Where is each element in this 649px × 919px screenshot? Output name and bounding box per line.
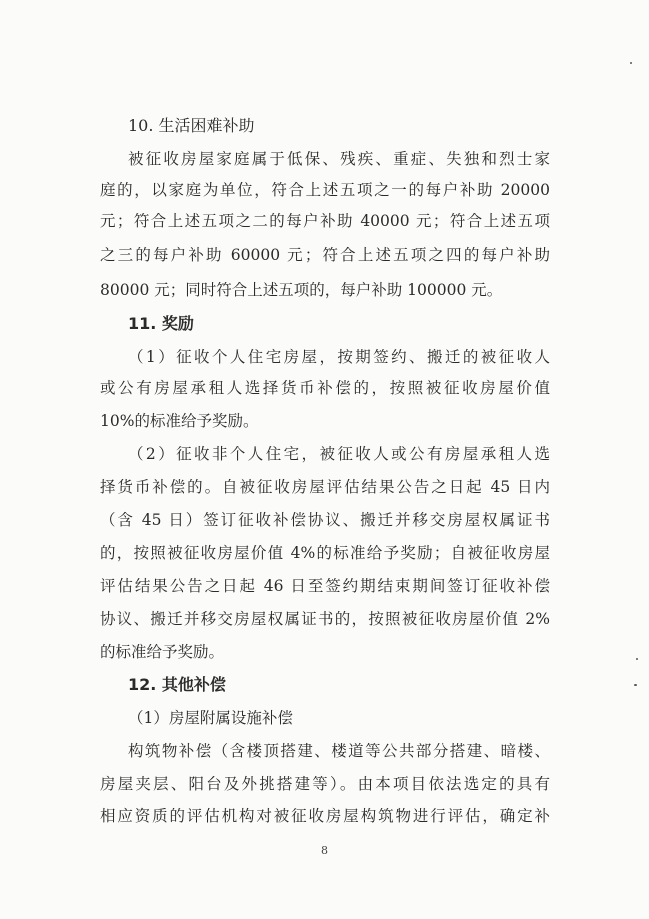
section-10-line-5: 80000 元；同时符合上述五项的，每户补助 100000 元。: [100, 281, 503, 299]
section-11-item1-line-3: 10%的标准给予奖励。: [100, 412, 259, 430]
section-11-item2-line-3: （含 45 日）签订征收补偿协议、搬迁并移交房屋权属证书: [100, 511, 550, 529]
scan-speck: [636, 658, 638, 660]
section-11-item2-line-1: （2）征收非个人住宅，被征收人或公有房屋承租人选: [128, 445, 550, 463]
section-10-heading: 10. 生活困难补助: [128, 116, 255, 135]
section-10-line-3: 元；符合上述五项之二的每户补助 40000 元；符合上述五项: [100, 212, 550, 230]
section-10-line-2: 庭的，以家庭为单位，符合上述五项之一的每户补助 20000: [100, 181, 550, 199]
scan-speck: [634, 684, 637, 686]
section-12-line-2: 房屋夹层、阳台及外挑搭建等）。由本项目依法选定的具有: [100, 775, 550, 793]
section-11-item2-line-7: 的标准给予奖励。: [100, 643, 225, 661]
section-11-item1-line-1: （1）征收个人住宅房屋，按期签约、搬迁的被征收人: [128, 348, 550, 366]
section-10-line-4: 之三的每户补助 60000 元；符合上述五项之四的每户补助: [100, 246, 550, 264]
page-number: 8: [321, 844, 328, 857]
section-12-line-1: 构筑物补偿（含楼顶搭建、楼道等公共部分搭建、暗楼、: [128, 742, 550, 760]
section-11-item1-line-2: 或公有房屋承租人选择货币补偿的，按照被征收房屋价值: [100, 379, 550, 397]
section-12-heading: 12. 其他补偿: [128, 675, 226, 694]
scan-speck: [630, 62, 632, 64]
section-10-line-1: 被征收房屋家庭属于低保、残疾、重症、失独和烈士家: [128, 150, 550, 168]
section-11-item2-line-4: 的，按照被征收房屋价值 4%的标准给予奖励；自被征收房屋: [100, 544, 550, 562]
section-11-item2-line-2: 择货币补偿的。自被征收房屋评估结果公告之日起 45 日内: [100, 478, 550, 496]
section-11-heading: 11. 奖励: [128, 314, 194, 333]
section-12-line-3: 相应资质的评估机构对被征收房屋构筑物进行评估，确定补: [100, 807, 550, 825]
section-11-item2-line-6: 协议、搬迁并移交房屋权属证书的，按照被征收房屋价值 2%: [100, 610, 550, 628]
section-12-subheading: （1）房屋附属设施补偿: [128, 709, 293, 727]
section-11-item2-line-5: 评估结果公告之日起 46 日至签约期结束期间签订征收补偿: [100, 577, 550, 595]
